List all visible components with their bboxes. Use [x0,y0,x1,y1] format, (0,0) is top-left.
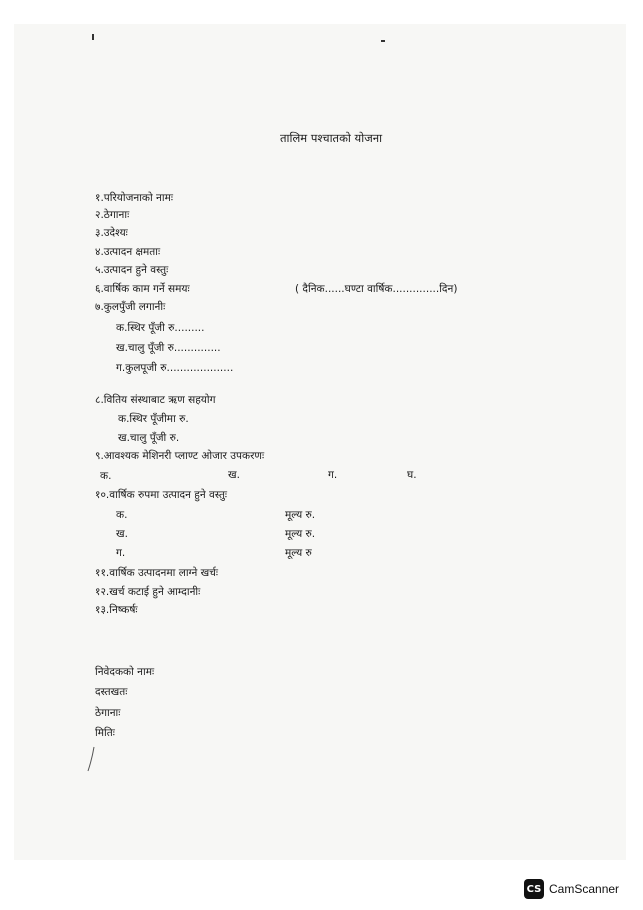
applicant-address: ठेगानाः [95,707,121,719]
field-production-capacity: ४.उत्पादन क्षमताः [95,246,161,258]
field-annual-work-time-detail: ( दैनिक......घण्टा वार्षिक..............दिन) [295,283,458,295]
field-loan-fixed-capital: क.स्थिर पूँजीमा रु. [118,413,189,425]
field-project-name: १.परियोजनाको नामः [95,192,173,204]
field-value-3: मूल्य रु [285,547,312,559]
camscanner-watermark [524,879,619,899]
field-annual-goods-kha: ख. [116,528,128,540]
field-annual-goods-ka: क. [116,509,128,521]
applicant-signature: दस्तखतः [95,686,128,698]
field-income-after-cost: १२.खर्च कटाई हुने आम्दानीः [95,586,201,598]
camscanner-logo-icon: CS [524,879,544,899]
field-address: २.ठेगानाः [95,209,130,221]
field-machinery-ga: ग. [328,469,338,481]
applicant-name: निवेदकको नामः [95,666,155,678]
field-objective: ३.उदेश्यः [95,227,128,239]
field-total-investment: ७.कुलपुँजी लगानीः [95,301,166,313]
field-loan-working-capital: ख.चालु पूँजी रु. [118,432,180,444]
field-value-2: मूल्य रु. [285,528,316,540]
field-machinery-kha: ख. [228,469,240,481]
camscanner-name: CamScanner [549,882,620,896]
field-goods-produced: ५.उत्पादन हुने वस्तुः [95,264,169,276]
field-conclusion: १३.निष्कर्षः [95,604,138,616]
field-fixed-capital: क.स्थिर पूँजी रु......... [116,322,205,334]
field-total-capital: ग.कुलपूजी रु.................... [116,362,234,374]
field-annual-production-cost: ११.वार्षिक उत्पादनमा लाग्ने खर्चः [95,567,219,579]
field-working-capital: ख.चालु पूँजी रु.............. [116,342,221,354]
field-machinery-ka: क. [100,470,112,482]
applicant-date: मितिः [95,727,115,739]
field-annual-work-time: ६.वार्षिक काम गर्ने समयः [95,283,190,295]
scan-mark [84,745,104,775]
field-machinery: ९.आवश्यक मेशिनरी प्लाण्ट ओजार उपकरणः [95,450,265,462]
scan-speck [381,40,385,42]
field-annual-goods-ga: ग. [116,547,126,559]
field-value-1: मूल्य रु. [285,509,316,521]
field-annual-goods: १०.वार्षिक रुपमा उत्पादन हुने वस्तुः [95,489,228,501]
document-title: तालिम पश्चातको योजना [280,131,383,145]
field-loan-support: ८.वितिय संस्थाबाट ऋण सहयोग [95,394,216,406]
scan-speck [92,34,94,40]
field-machinery-gha: घ. [407,469,417,481]
